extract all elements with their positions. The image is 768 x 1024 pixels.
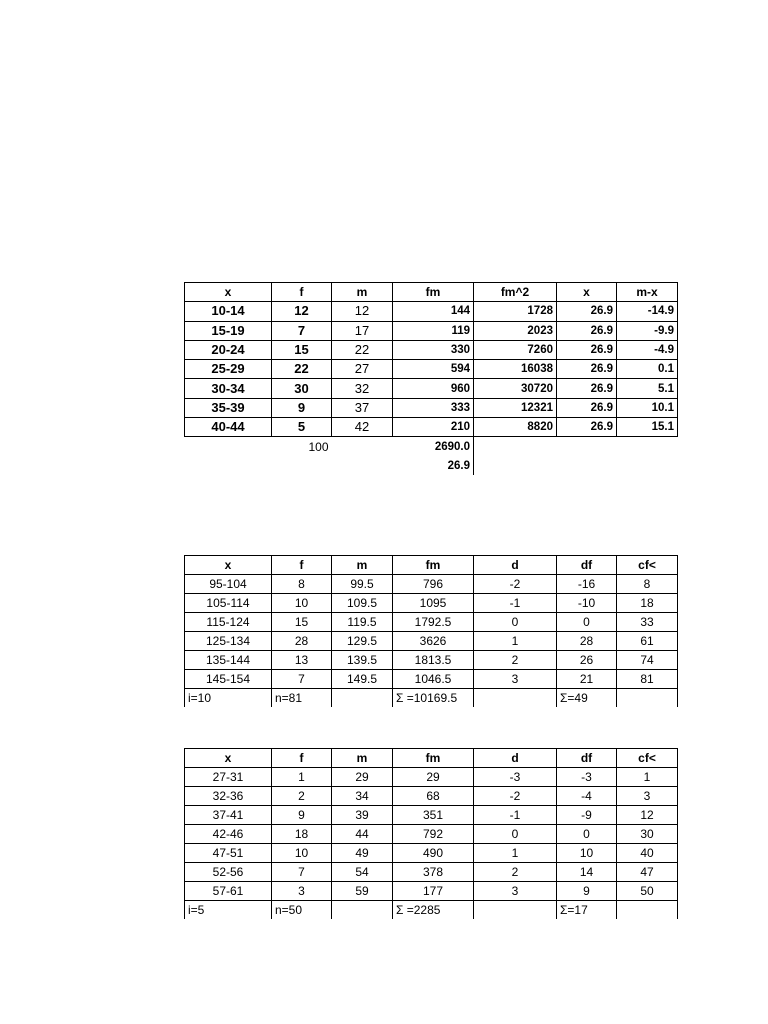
cell: 10-14 [185,302,272,321]
grouped-mean-table [184,282,678,475]
cell: 33 [617,613,678,632]
cell: -2 [474,787,557,806]
cell: 34 [332,787,393,806]
cell: 26.9 [557,398,617,417]
cell: 8820 [474,418,557,437]
header-cell: fm [393,283,474,302]
cell: 26.9 [557,340,617,359]
table-row [185,863,678,882]
cell: 27-31 [185,768,272,787]
cell: 16038 [474,360,557,379]
cell: 3 [272,882,332,901]
cell: 54 [332,863,393,882]
cell: 81 [617,670,678,689]
cell: 12 [272,302,332,321]
cell: 13 [272,651,332,670]
cell: 109.5 [332,594,393,613]
cell: 105-114 [185,594,272,613]
table-row [185,882,678,901]
cell: 26.9 [557,302,617,321]
cell: 0 [557,613,617,632]
empty-cell [557,456,617,475]
cell: 1095 [393,594,474,613]
cell: -9 [557,806,617,825]
cell: 25-29 [185,360,272,379]
cell: 10 [272,844,332,863]
empty-cell [332,901,393,920]
empty-cell [185,456,272,475]
cell: 3626 [393,632,474,651]
cell: 47-51 [185,844,272,863]
header-cell: x [557,283,617,302]
cell: 3 [617,787,678,806]
table-row [185,632,678,651]
cell: 30 [617,825,678,844]
cell: 351 [393,806,474,825]
sum-df-label: Σ=49 [557,689,617,708]
cell: 26.9 [557,379,617,398]
table-row [185,613,678,632]
header-cell: x [185,749,272,768]
cell: -3 [557,768,617,787]
cell: 8 [272,575,332,594]
header-cell: fm [393,749,474,768]
cell: 119.5 [332,613,393,632]
table-row [185,768,678,787]
cell: 125-134 [185,632,272,651]
cell: 792 [393,825,474,844]
header-cell: f [272,749,332,768]
cell: 26 [557,651,617,670]
table-row [185,844,678,863]
cell: 12 [332,302,393,321]
empty-cell [617,456,678,475]
cell: 21 [557,670,617,689]
cell: 119 [393,321,474,340]
cell: 37-41 [185,806,272,825]
header-cell: cf< [617,749,678,768]
frequency-table-2 [184,555,678,707]
header-cell: df [557,749,617,768]
empty-cell [332,689,393,708]
interval-label: i=5 [185,901,272,920]
table-row [185,825,678,844]
cell: 7 [272,863,332,882]
cell: 14 [557,863,617,882]
cell: 3 [474,670,557,689]
cell: 1 [474,632,557,651]
cell: 18 [272,825,332,844]
cell: 37 [332,398,393,417]
sum-df-label: Σ=17 [557,901,617,920]
frequency-table-3 [184,748,678,919]
empty-cell [617,901,678,920]
cell: 1 [474,844,557,863]
cell: 0.1 [617,360,678,379]
cell: 1046.5 [393,670,474,689]
table-header-row [185,749,678,768]
footer-row [185,689,678,708]
header-cell: x [185,556,272,575]
table-row [185,670,678,689]
cell: -16 [557,575,617,594]
sum-fm-label: Σ =10169.5 [393,689,474,708]
cell: 145-154 [185,670,272,689]
empty-cell [332,437,393,456]
table-row [185,651,678,670]
header-cell: cf< [617,556,678,575]
cell: 3 [474,882,557,901]
cell: 115-124 [185,613,272,632]
cell: 0 [557,825,617,844]
cell: 59 [332,882,393,901]
cell: 50 [617,882,678,901]
empty-cell [332,456,393,475]
header-cell: x [185,283,272,302]
cell: -1 [474,594,557,613]
cell: 149.5 [332,670,393,689]
cell: 10 [557,844,617,863]
cell: 42-46 [185,825,272,844]
n-label: n=81 [272,689,332,708]
cell: 30-34 [185,379,272,398]
cell: 960 [393,379,474,398]
cell: 490 [393,844,474,863]
footer-row [185,901,678,920]
empty-cell [272,456,332,475]
cell: 796 [393,575,474,594]
sum-fm-label: Σ =2285 [393,901,474,920]
cell: 47 [617,863,678,882]
cell: 129.5 [332,632,393,651]
cell: 20-24 [185,340,272,359]
cell: 15.1 [617,418,678,437]
cell: 0 [474,825,557,844]
empty-cell [474,689,557,708]
table-row [185,321,678,340]
cell: 1 [272,768,332,787]
table-row [185,787,678,806]
cell: 1792.5 [393,613,474,632]
n-label: n=50 [272,901,332,920]
table-row [185,806,678,825]
cell: 8 [617,575,678,594]
cell: 74 [617,651,678,670]
cell: 2 [474,863,557,882]
table-row [185,302,678,321]
cell: 1728 [474,302,557,321]
cell: 2023 [474,321,557,340]
cell: 29 [393,768,474,787]
cell: 27 [332,360,393,379]
cell: 26.9 [557,418,617,437]
header-cell: df [557,556,617,575]
cell: 333 [393,398,474,417]
cell: 139.5 [332,651,393,670]
cell: 26.9 [557,360,617,379]
cell: 135-144 [185,651,272,670]
cell: 57-61 [185,882,272,901]
table-row [185,398,678,417]
table-row [185,379,678,398]
cell: 26.9 [557,321,617,340]
empty-cell [474,437,557,456]
cell: 22 [272,360,332,379]
cell: 15-19 [185,321,272,340]
cell: 5 [272,418,332,437]
sum-fm: 2690.0 [393,437,474,456]
cell: 378 [393,863,474,882]
cell: 10.1 [617,398,678,417]
cell: 210 [393,418,474,437]
cell: 0 [474,613,557,632]
cell: 44 [332,825,393,844]
cell: 68 [393,787,474,806]
header-cell: m-x [617,283,678,302]
cell: -14.9 [617,302,678,321]
cell: 15 [272,613,332,632]
cell: 1 [617,768,678,787]
table-header-row [185,283,678,302]
table-row [185,594,678,613]
cell: 7260 [474,340,557,359]
cell: 17 [332,321,393,340]
sum-f: 100 [308,439,329,454]
cell: 35-39 [185,398,272,417]
cell: 28 [557,632,617,651]
cell: 144 [393,302,474,321]
interval-label: i=10 [185,689,272,708]
mean-row [185,456,678,475]
cell: -2 [474,575,557,594]
cell: 12 [617,806,678,825]
header-cell: f [272,283,332,302]
cell: -1 [474,806,557,825]
header-cell: fm^2 [474,283,557,302]
cell: 32-36 [185,787,272,806]
empty-cell [185,437,272,456]
cell: 9 [557,882,617,901]
header-cell: m [332,749,393,768]
cell: 49 [332,844,393,863]
cell: 177 [393,882,474,901]
cell: 7 [272,670,332,689]
cell: 2 [272,787,332,806]
cell: 32 [332,379,393,398]
mean-value: 26.9 [393,456,474,475]
header-cell: d [474,749,557,768]
cell: 61 [617,632,678,651]
header-cell: fm [393,556,474,575]
cell: -10 [557,594,617,613]
cell: 28 [272,632,332,651]
cell: 30 [272,379,332,398]
cell: 95-104 [185,575,272,594]
empty-cell [474,901,557,920]
cell: 42 [332,418,393,437]
header-cell: m [332,283,393,302]
cell: 1813.5 [393,651,474,670]
empty-cell [474,456,557,475]
cell: 29 [332,768,393,787]
cell: -9.9 [617,321,678,340]
empty-cell [557,437,617,456]
cell: -4 [557,787,617,806]
table-row [185,575,678,594]
cell: 40-44 [185,418,272,437]
cell: 9 [272,806,332,825]
cell: 18 [617,594,678,613]
cell: 40 [617,844,678,863]
table-row [185,418,678,437]
header-cell: f [272,556,332,575]
cell: 5.1 [617,379,678,398]
cell: -4.9 [617,340,678,359]
cell: -3 [474,768,557,787]
empty-cell [617,437,678,456]
cell: 52-56 [185,863,272,882]
cell: 99.5 [332,575,393,594]
table-row [185,360,678,379]
totals-row [185,437,678,456]
cell: 330 [393,340,474,359]
cell: 7 [272,321,332,340]
cell: 12321 [474,398,557,417]
empty-cell [617,689,678,708]
header-cell: m [332,556,393,575]
cell: 10 [272,594,332,613]
cell: 2 [474,651,557,670]
cell: 39 [332,806,393,825]
header-cell: d [474,556,557,575]
cell: 9 [272,398,332,417]
table-header-row [185,556,678,575]
cell: 15 [272,340,332,359]
cell: 594 [393,360,474,379]
cell: 22 [332,340,393,359]
cell: 30720 [474,379,557,398]
table-row [185,340,678,359]
